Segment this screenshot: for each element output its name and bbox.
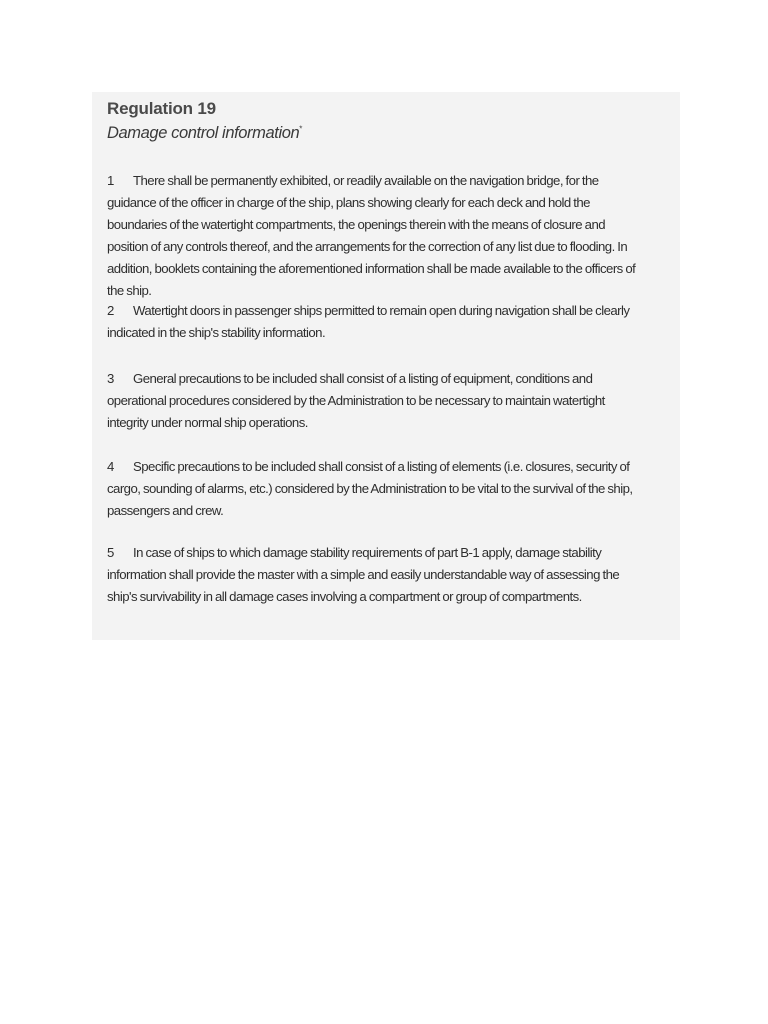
regulation-title: Regulation 19: [107, 99, 216, 118]
paragraph-4: [107, 456, 639, 522]
paragraph-text: General precautions to be included shall consist of a listing of equipment, conditions and operational procedures considered by the Administration to be necessary to maintain watertight integrity under normal ship operations.: [107, 371, 605, 430]
paragraph-number: 1: [107, 173, 114, 188]
regulation-subtitle: [107, 124, 302, 143]
footnote-mark: *: [299, 124, 302, 134]
paragraph-5: [107, 542, 639, 608]
paragraph-text: In case of ships to which damage stability requirements of part B-1 apply, damage stability information shall provide the master with a simple and easily understandable way of assessing the ship's survivability in all damage cases involving a compartment or group of compartments.: [107, 545, 620, 604]
paragraph-text: Specific precautions to be included shall consist of a listing of elements (i.e. closures, security of cargo, sounding of alarms, etc.) considered by the Administration to be vital to the survival of the ship, passengers and crew.: [107, 459, 633, 518]
paragraph-number: 3: [107, 371, 114, 386]
subtitle-text: Damage control information: [107, 124, 300, 142]
paragraph-text: There shall be permanently exhibited, or readily available on the navigation bridge, for the guidance of the officer in charge of the ship, plans showing clearly for each deck and hold the boundaries of the watertight compartments, the openings therein with the means of closure and position of any controls thereof, and the arrangements for the correction of any list due to flooding. In addition, booklets containing the aforementioned information shall be made available to the officers of the ship.: [107, 173, 636, 298]
paragraph-number: 2: [107, 303, 114, 318]
paragraph-2: [107, 300, 639, 344]
paragraph-number: 4: [107, 459, 114, 474]
paragraph-text: Watertight doors in passenger ships permitted to remain open during navigation shall be clearly indicated in the ship's stability information.: [107, 303, 630, 340]
paragraph-1: [107, 170, 639, 302]
paragraph-3: [107, 368, 639, 434]
paragraph-number: 5: [107, 545, 114, 560]
